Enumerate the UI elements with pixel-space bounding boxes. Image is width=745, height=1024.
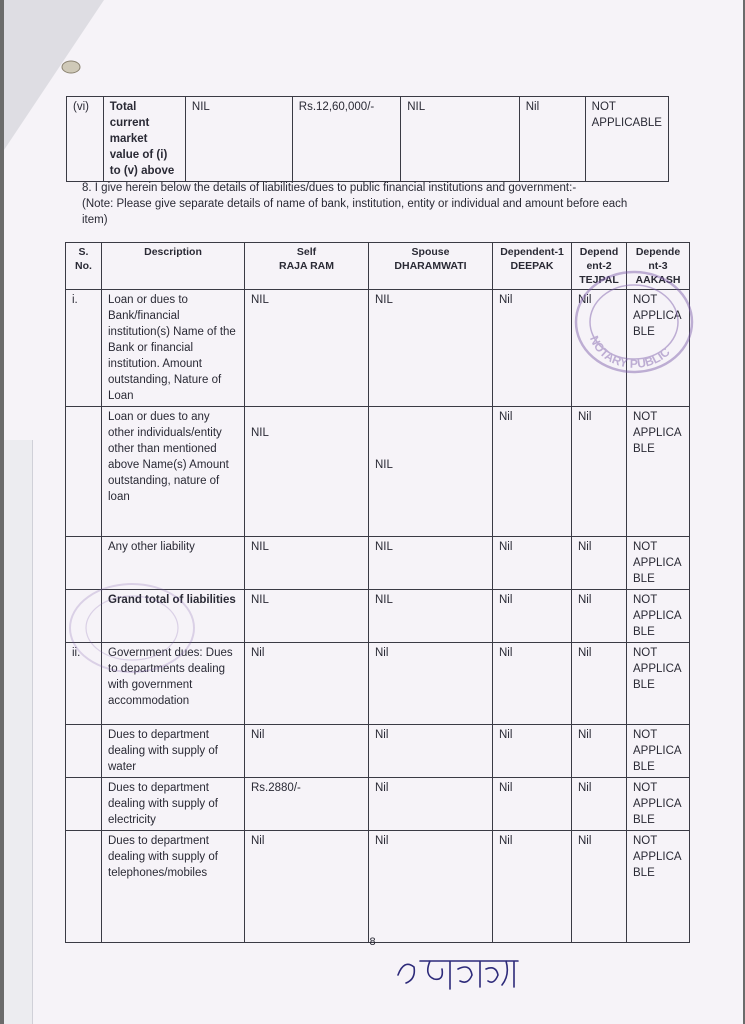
- header-self: [245, 243, 369, 290]
- dep2-cell: Nil: [572, 407, 627, 537]
- description-cell: Grand total of liabilities: [102, 590, 245, 643]
- spouse-cell: Nil: [369, 778, 493, 831]
- dep1-cell: NIL: [401, 97, 520, 182]
- sno-cell: (vi): [67, 97, 104, 182]
- dep2-cell: Nil: [572, 290, 627, 407]
- dep3-cell: NOT APPLICA BLE: [627, 290, 690, 407]
- svg-text:NOTARY PUBLIC: [587, 334, 673, 371]
- dep3-cell: NOT APPLICA BLE: [627, 407, 690, 537]
- dep2-cell: Nil: [572, 537, 627, 590]
- description-cell: Total current market value of (i) to (v) above: [103, 97, 185, 182]
- spouse-cell: NIL: [369, 537, 493, 590]
- header-dep2-name: TEJPAL: [579, 274, 619, 286]
- spouse-cell: Nil: [369, 725, 493, 778]
- table-row: [66, 778, 690, 831]
- dep1-cell: Nil: [493, 725, 572, 778]
- description-cell: Government dues: Dues to departments dealing with government accommodation: [102, 643, 245, 725]
- self-cell: NIL: [185, 97, 292, 182]
- spouse-cell: Nil: [369, 643, 493, 725]
- dep3-cell: NOT APPLICA BLE: [627, 537, 690, 590]
- description-cell: Dues to department dealing with supply of telephones/mobiles: [102, 831, 245, 943]
- signature-image: [390, 945, 530, 995]
- header-spouse-name: DHARAMWATI: [394, 260, 467, 272]
- header-dep3-name: AAKASH: [635, 274, 681, 286]
- self-cell: NIL: [245, 537, 369, 590]
- header-sno: S. No.: [66, 243, 102, 290]
- intro-note: (Note: Please give separate details of name of bank, institution, entity or individual and amount before each item): [82, 198, 628, 226]
- description-cell: Dues to department dealing with supply of water: [102, 725, 245, 778]
- self-cell: NIL: [245, 590, 369, 643]
- header-dep3-label: Depende nt-3: [635, 246, 681, 272]
- dep2-cell: Nil: [519, 97, 585, 182]
- self-cell: NIL: [245, 290, 369, 407]
- dep2-cell: Nil: [572, 590, 627, 643]
- self-cell: Nil: [245, 725, 369, 778]
- dep2-cell: Nil: [572, 725, 627, 778]
- dep2-cell: Nil: [572, 778, 627, 831]
- faded-stamp-icon: [62, 578, 202, 678]
- spouse-cell: NIL: [369, 290, 493, 407]
- spouse-cell: Nil: [369, 831, 493, 943]
- dep2-cell: Nil: [572, 831, 627, 943]
- description-cell: Any other liability: [102, 537, 245, 590]
- dep3-cell: NOT APPLICA BLE: [627, 778, 690, 831]
- staple-pin-icon: [60, 58, 82, 76]
- dep3-cell: NOT APPLICA BLE: [627, 831, 690, 943]
- header-description: Description: [102, 243, 245, 290]
- dep1-cell: Nil: [493, 290, 572, 407]
- description-cell: Loan or dues to Bank/financial institution(s) Name of the Bank or financial institution. Amount outstanding, Nature of Loan: [102, 290, 245, 407]
- self-cell: NIL: [245, 407, 369, 537]
- dep1-cell: Nil: [493, 778, 572, 831]
- header-dep1: [493, 243, 572, 290]
- description-cell: Loan or dues to any other individuals/entity other than mentioned above Name(s) Amount outstanding, nature of loan: [102, 407, 245, 537]
- dep1-cell: Nil: [493, 537, 572, 590]
- intro-heading: 8. I give herein below the details of liabilities/dues to public financial institutions and government:-: [82, 182, 577, 194]
- self-cell: Nil: [245, 643, 369, 725]
- table-row: [67, 97, 669, 182]
- assets-total-table: [66, 96, 669, 182]
- self-cell: Nil: [245, 831, 369, 943]
- spouse-cell: Rs.12,60,000/-: [292, 97, 400, 182]
- notary-stamp-icon: [568, 268, 696, 376]
- header-self-label: Self: [296, 246, 317, 258]
- header-self-name: RAJA RAM: [278, 260, 335, 272]
- spouse-cell: NIL: [369, 590, 493, 643]
- spouse-cell: NIL: [369, 407, 493, 537]
- dep3-cell: NOT APPLICA BLE: [627, 590, 690, 643]
- dep2-cell: Nil: [572, 643, 627, 725]
- header-dep1-name: DEEPAK: [510, 260, 554, 272]
- sno-cell: i.: [66, 290, 102, 407]
- dep1-cell: Nil: [493, 643, 572, 725]
- section-intro: [82, 180, 652, 228]
- description-cell: Dues to department dealing with supply of electricity: [102, 778, 245, 831]
- sno-cell: ii.: [66, 643, 102, 725]
- table-row: [66, 407, 690, 537]
- dep1-cell: Nil: [493, 590, 572, 643]
- header-spouse-label: Spouse: [411, 246, 450, 258]
- header-spouse: [369, 243, 493, 290]
- dep3-cell: NOT APPLICA BLE: [627, 643, 690, 725]
- dep1-cell: Nil: [493, 831, 572, 943]
- dep1-cell: Nil: [493, 407, 572, 537]
- sno-cell: [66, 725, 102, 778]
- sno-cell: [66, 831, 102, 943]
- table-row: [66, 725, 690, 778]
- dep3-cell: NOT APPLICA BLE: [627, 725, 690, 778]
- sno-cell: [66, 407, 102, 537]
- stamp-text: NOTARY PUBLIC: [586, 333, 673, 371]
- sno-cell: [66, 778, 102, 831]
- self-cell: Rs.2880/-: [245, 778, 369, 831]
- dep3-cell: NOT APPLICABLE: [585, 97, 668, 182]
- header-dep2-label: Depend ent-2: [579, 246, 619, 272]
- page-number: 8: [369, 936, 376, 948]
- table-row: [66, 831, 690, 943]
- header-dep1-label: Dependent-1: [500, 246, 564, 258]
